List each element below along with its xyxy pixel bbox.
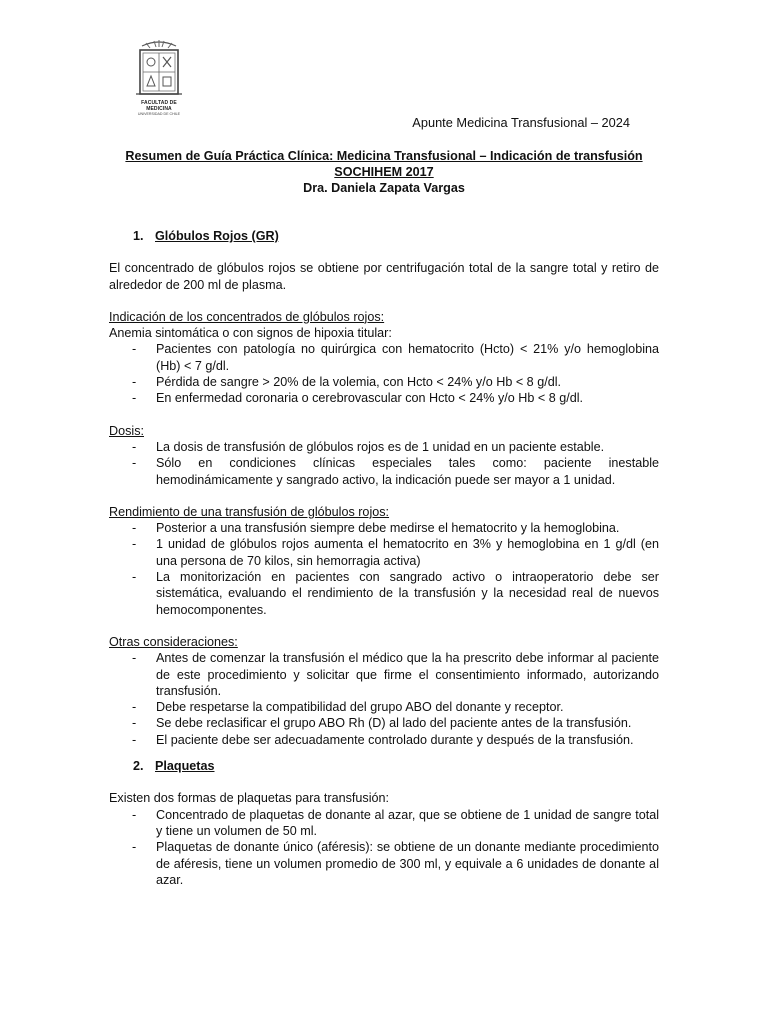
list-item: - 1 unidad de glóbulos rojos aumenta el hematocrito en 3% y hemoglobina en 1 g/dl (en una persona de 70 kilos, sin hemorragia activa)	[109, 536, 659, 569]
list-item: - Antes de comenzar la transfusión el médico que la ha prescrito debe informar al paciente de este procedimiento y solicitar que firme el consentimiento informado, autorizando transfusión.	[109, 650, 659, 699]
list-item: - Concentrado de plaquetas de donante al azar, que se obtiene de 1 unidad de sangre total y tiene un volumen de 50 ml.	[109, 807, 659, 840]
list-item: - Pérdida de sangre > 20% de la volemia, con Hcto < 24% y/o Hb < 8 g/dl.	[109, 374, 659, 390]
bullet-list	[109, 439, 659, 488]
document-header: Apunte Medicina Transfusional – 2024	[412, 115, 630, 130]
subheading: Rendimiento de una transfusión de glóbulos rojos:	[109, 504, 390, 519]
document-subtitle: SOCHIHEM 2017	[334, 165, 434, 179]
section-heading	[133, 228, 659, 244]
bullet-list	[109, 650, 659, 748]
bullet-list	[109, 520, 659, 618]
paragraph: Existen dos formas de plaquetas para transfusión:	[109, 791, 390, 806]
subheading: Otras consideraciones:	[109, 634, 238, 649]
document-body	[109, 228, 659, 888]
section-title: Glóbulos Rojos (GR)	[155, 229, 279, 243]
list-item: - Pacientes con patología no quirúrgica con hematocrito (Hcto) < 21% y/o hemoglobina (Hb) < 7 g/dl.	[109, 341, 659, 374]
section-heading	[133, 758, 659, 774]
list-item: - El paciente debe ser adecuadamente controlado durante y después de la transfusión.	[109, 732, 659, 748]
section-number: 2.	[133, 759, 144, 774]
list-item: - La monitorización en pacientes con sangrado activo o intraoperatorio debe ser sistemática, evaluando el rendimiento de la transfusión y la necesidad real de nuevos hemocomponentes.	[109, 569, 659, 618]
section-title: Plaquetas	[155, 759, 215, 774]
bullet-list	[109, 807, 659, 888]
university-seal-icon	[128, 40, 190, 100]
section-number: 1.	[133, 229, 144, 243]
list-item: - Sólo en condiciones clínicas especiales tales como: paciente inestable hemodinámicamente y sangrado activo, la indicación puede ser mayor a 1 unidad.	[109, 455, 659, 488]
subheading: Indicación de los concentrados de glóbulos rojos:	[109, 309, 385, 324]
paragraph: El concentrado de glóbulos rojos se obtiene por centrifugación total de la sangre total y retiro de alrededor de 200 ml de plasma.	[109, 261, 659, 292]
list-item: - En enfermedad coronaria o cerebrovascular con Hcto < 24% y/o Hb < 8 g/dl.	[109, 390, 659, 406]
list-item: - Posterior a una transfusión siempre debe medirse el hematocrito y la hemoglobina.	[109, 520, 659, 536]
document-author: Dra. Daniela Zapata Vargas	[303, 181, 465, 195]
bullet-list	[109, 341, 659, 406]
faculty-logo	[128, 40, 190, 122]
list-item: - Se debe reclasificar el grupo ABO Rh (D) al lado del paciente antes de la transfusión.	[109, 715, 659, 731]
logo-university-text: UNIVERSIDAD DE CHILE	[137, 112, 181, 116]
logo-faculty-text: FACULTAD DE MEDICINA	[141, 100, 177, 112]
list-item: - Debe respetarse la compatibilidad del grupo ABO del donante y receptor.	[109, 699, 659, 715]
document-title: Resumen de Guía Práctica Clínica: Medicina Transfusional – Indicación de transfusión	[125, 149, 643, 163]
subheading: Dosis:	[109, 423, 144, 438]
list-item: - Plaquetas de donante único (aféresis): se obtiene de un donante mediante procedimiento de aféresis, tiene un volumen promedio de 300 ml, y equivale a 6 unidades de donante al azar.	[109, 839, 659, 888]
paragraph: Anemia sintomática o con signos de hipoxia titular:	[109, 326, 392, 341]
document-title-block	[0, 148, 768, 196]
list-item: - La dosis de transfusión de glóbulos rojos es de 1 unidad en un paciente estable.	[109, 439, 659, 455]
